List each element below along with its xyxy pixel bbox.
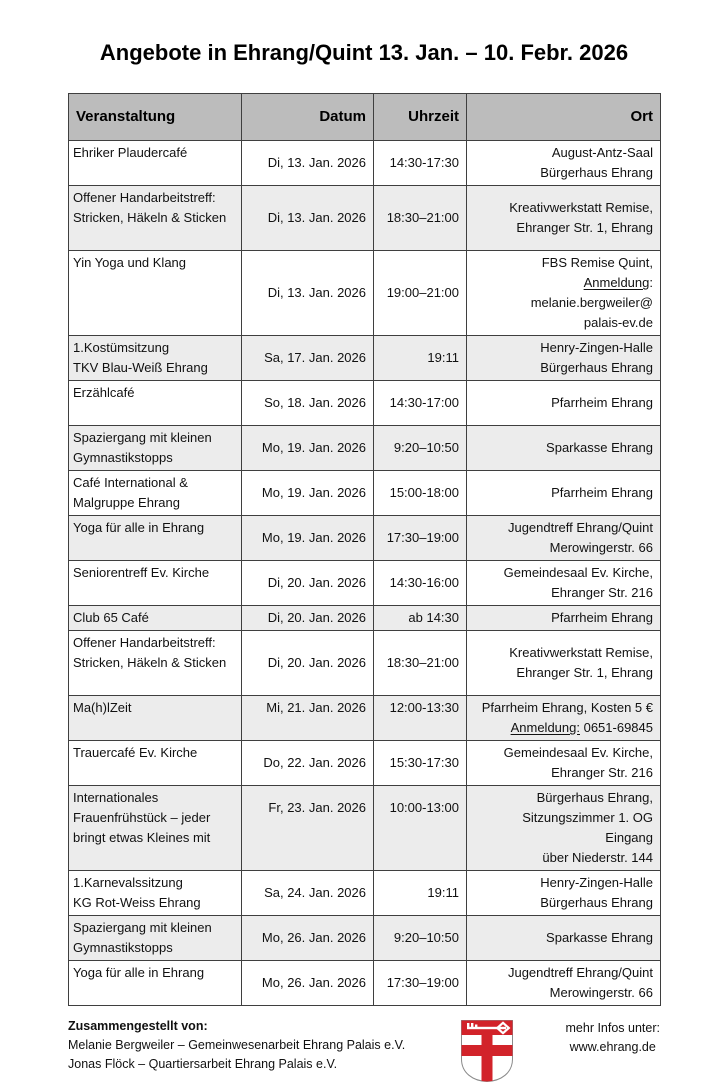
text-line: Stricken, Häkeln & Sticken (73, 655, 227, 670)
text-line: Internationales (73, 790, 159, 805)
event-time-cell (374, 871, 467, 916)
event-time-cell (374, 336, 467, 381)
text-line: 14:30-16:00 (389, 575, 459, 590)
text-line: Ma(h)lZeit (73, 700, 132, 715)
text-line: Gemeindesaal Ev. Kirche, (503, 745, 653, 760)
text-line: 9:20–10:50 (393, 440, 459, 455)
text-line: Anmeldung: 0651-69845 (510, 720, 653, 735)
text-line: So, 18. Jan. 2026 (264, 395, 366, 410)
event-date-cell (242, 141, 374, 186)
event-event-cell (69, 961, 242, 1006)
website-url: www.ehrang.de (569, 1040, 656, 1054)
table-row (69, 426, 661, 471)
text-line: Sitzungszimmer 1. OG Eingang (522, 810, 653, 845)
text-line: Di, 13. Jan. 2026 (267, 210, 366, 225)
event-location-cell (467, 426, 661, 471)
text-line: Merowingerstr. 66 (549, 985, 653, 1000)
column-header-uhrzeit: Uhrzeit (374, 94, 467, 141)
event-date-cell (242, 426, 374, 471)
text-line: Frauenfrühstück – jeder (73, 810, 211, 825)
event-time-cell (374, 381, 467, 426)
text-line: Mo, 19. Jan. 2026 (261, 485, 366, 500)
text-line: Yoga für alle in Ehrang (73, 520, 205, 535)
event-location-cell (467, 606, 661, 631)
text-line: bringt etwas Kleines mit (73, 830, 211, 845)
text-line: 10:00-13:00 (389, 800, 459, 815)
event-event-cell (69, 251, 242, 336)
text-line: 14:30-17:00 (389, 395, 459, 410)
event-location-cell (467, 871, 661, 916)
credits-line-2: Jonas Flöck – Quartiersarbeit Ehrang Palais e.V. (68, 1057, 338, 1071)
event-time-cell (374, 516, 467, 561)
text-line: Sa, 24. Jan. 2026 (264, 885, 366, 900)
text-line: Henry-Zingen-Halle (540, 875, 653, 890)
event-location-cell (467, 336, 661, 381)
event-location-cell (467, 961, 661, 1006)
text-line: Bürgerhaus Ehrang (540, 895, 653, 910)
text-line: August-Antz-Saal (551, 145, 653, 160)
text-line: 15:30-17:30 (389, 755, 459, 770)
event-date-cell (242, 516, 374, 561)
text-line (378, 818, 459, 838)
table-row (69, 381, 661, 426)
event-time-cell (374, 631, 467, 696)
text-line: KG Rot-Weiss Ehrang (73, 895, 201, 910)
text-line (73, 403, 239, 423)
table-header-row (69, 94, 661, 141)
text-line: Ehranger Str. 216 (551, 585, 653, 600)
text-line: Ehranger Str. 1, Ehrang (516, 220, 653, 235)
event-time-cell (374, 741, 467, 786)
text-line: Merowingerstr. 66 (549, 540, 653, 555)
table-row (69, 741, 661, 786)
ehrang-coat-of-arms-icon (460, 1017, 516, 1088)
event-time-cell (374, 471, 467, 516)
event-time-cell (374, 251, 467, 336)
event-event-cell (69, 631, 242, 696)
text-line: 9:20–10:50 (393, 930, 459, 945)
text-line: 12:00-13:30 (389, 700, 459, 715)
text-line: Di, 20. Jan. 2026 (267, 655, 366, 670)
events-tbody (69, 141, 661, 1006)
text-line: Pfarrheim Ehrang (551, 610, 653, 625)
table-row (69, 696, 661, 741)
event-event-cell (69, 561, 242, 606)
text-line: Jugendtreff Ehrang/Quint (507, 965, 653, 980)
page-title: Angebote in Ehrang/Quint 13. Jan. – 10. Febr. 2026 (99, 40, 629, 65)
event-date-cell (242, 871, 374, 916)
event-event-cell (69, 916, 242, 961)
table-row (69, 961, 661, 1006)
event-time-cell (374, 561, 467, 606)
text-line: Ehriker Plaudercafé (73, 145, 188, 160)
event-location-cell (467, 381, 661, 426)
event-date-cell (242, 631, 374, 696)
event-date-cell (242, 381, 374, 426)
event-event-cell (69, 871, 242, 916)
text-line: palais-ev.de (583, 315, 653, 330)
event-location-cell (467, 561, 661, 606)
event-date-cell (242, 606, 374, 631)
text-line: 1.Karnevalssitzung (73, 875, 183, 890)
event-date-cell (242, 786, 374, 871)
event-date-cell (242, 916, 374, 961)
text-line (378, 838, 459, 858)
text-line: Di, 13. Jan. 2026 (267, 285, 366, 300)
text-line: Malgruppe Ehrang (73, 495, 180, 510)
text-line: FBS Remise Quint, Anmeldung: (541, 255, 653, 290)
text-line: Henry-Zingen-Halle (540, 340, 653, 355)
event-location-cell (467, 786, 661, 871)
text-line (378, 718, 459, 738)
event-date-cell (242, 561, 374, 606)
more-info-block (566, 1017, 661, 1057)
text-line: Kreativwerkstatt Remise, (509, 645, 653, 660)
event-location-cell (467, 741, 661, 786)
text-line: Spaziergang mit kleinen (73, 920, 212, 935)
table-row (69, 516, 661, 561)
event-location-cell (467, 696, 661, 741)
text-line: Pfarrheim Ehrang, Kosten 5 € (481, 700, 653, 715)
text-line: Bürgerhaus Ehrang (540, 360, 653, 375)
text-line: Fr, 23. Jan. 2026 (268, 800, 366, 815)
text-line: Trauercafé Ev. Kirche (73, 745, 198, 760)
event-time-cell (374, 186, 467, 251)
event-date-cell (242, 251, 374, 336)
text-line: Mi, 21. Jan. 2026 (266, 700, 366, 715)
text-line (73, 228, 239, 248)
text-line: Jugendtreff Ehrang/Quint (507, 520, 653, 535)
event-event-cell (69, 186, 242, 251)
column-header-ort: Ort (467, 94, 661, 141)
table-row (69, 631, 661, 696)
text-line: Mo, 26. Jan. 2026 (261, 975, 366, 990)
event-event-cell (69, 426, 242, 471)
text-line (246, 838, 366, 858)
text-line: Di, 13. Jan. 2026 (267, 155, 366, 170)
event-date-cell (242, 186, 374, 251)
event-time-cell (374, 696, 467, 741)
text-line: Gymnastikstopps (73, 940, 173, 955)
table-row (69, 336, 661, 381)
table-row (69, 561, 661, 606)
text-line: Club 65 Café (73, 610, 149, 625)
text-line (246, 818, 366, 838)
text-line: Gemeindesaal Ev. Kirche, (503, 565, 653, 580)
text-line: Seniorentreff Ev. Kirche (73, 565, 210, 580)
table-row (69, 606, 661, 631)
text-line: Di, 20. Jan. 2026 (267, 610, 366, 625)
event-event-cell (69, 516, 242, 561)
event-time-cell (374, 786, 467, 871)
text-line: 1.Kostümsitzung (73, 340, 170, 355)
text-line: Gymnastikstopps (73, 450, 173, 465)
column-header-veranstaltung: Veranstaltung (69, 94, 242, 141)
text-line: Mo, 19. Jan. 2026 (261, 440, 366, 455)
text-line: Yoga für alle in Ehrang (73, 965, 205, 980)
text-line: Offener Handarbeitstreff: (73, 190, 216, 205)
table-row (69, 186, 661, 251)
event-event-cell (69, 696, 242, 741)
event-date-cell (242, 961, 374, 1006)
event-location-cell (467, 141, 661, 186)
credits-line-1: Melanie Bergweiler – Gemeinwesenarbeit Ehrang Palais e.V. (68, 1038, 406, 1052)
event-time-cell (374, 141, 467, 186)
event-time-cell (374, 916, 467, 961)
more-info-label: mehr Infos unter: (565, 1021, 660, 1035)
text-line (73, 673, 239, 693)
table-row (69, 916, 661, 961)
text-line: Mo, 19. Jan. 2026 (261, 530, 366, 545)
text-line: 15:00-18:00 (389, 485, 459, 500)
event-date-cell (242, 696, 374, 741)
event-time-cell (374, 426, 467, 471)
table-row (69, 141, 661, 186)
event-date-cell (242, 336, 374, 381)
event-event-cell (69, 741, 242, 786)
text-line: Bürgerhaus Ehrang, (536, 790, 653, 805)
table-row (69, 471, 661, 516)
event-location-cell (467, 916, 661, 961)
text-line: Pfarrheim Ehrang (551, 395, 653, 410)
event-time-cell (374, 606, 467, 631)
text-line: Bürgerhaus Ehrang (540, 165, 653, 180)
event-location-cell (467, 471, 661, 516)
text-line: 18:30–21:00 (386, 655, 459, 670)
event-location-cell (467, 631, 661, 696)
text-line: Ehranger Str. 216 (551, 765, 653, 780)
text-line: Offener Handarbeitstreff: (73, 635, 216, 650)
event-location-cell (467, 186, 661, 251)
event-location-cell (467, 251, 661, 336)
text-line: ab 14:30 (408, 610, 459, 625)
event-location-cell (467, 516, 661, 561)
text-line: Kreativwerkstatt Remise, (509, 200, 653, 215)
event-date-cell (242, 471, 374, 516)
text-line: Sa, 17. Jan. 2026 (264, 350, 366, 365)
text-line: Sparkasse Ehrang (546, 930, 653, 945)
text-line: Spaziergang mit kleinen (73, 430, 212, 445)
text-line: Erzählcafé (73, 385, 135, 400)
text-line: Café International & (73, 475, 188, 490)
text-line: Di, 20. Jan. 2026 (267, 575, 366, 590)
text-line (246, 718, 366, 738)
text-line: 17:30–19:00 (386, 530, 459, 545)
text-line: TKV Blau-Weiß Ehrang (73, 360, 208, 375)
text-line: 18:30–21:00 (386, 210, 459, 225)
text-line: Sparkasse Ehrang (546, 440, 653, 455)
text-line: 14:30-17:30 (389, 155, 459, 170)
table-row (69, 871, 661, 916)
text-line: Yin Yoga und Klang (73, 255, 187, 270)
event-event-cell (69, 786, 242, 871)
event-date-cell (242, 741, 374, 786)
footer (68, 1017, 660, 1088)
text-line: 17:30–19:00 (386, 975, 459, 990)
event-event-cell (69, 381, 242, 426)
event-event-cell (69, 471, 242, 516)
text-line: Stricken, Häkeln & Sticken (73, 210, 227, 225)
events-table (68, 93, 661, 1006)
credits-heading: Zusammengestellt von: (68, 1019, 208, 1033)
column-header-datum: Datum (242, 94, 374, 141)
event-event-cell (69, 141, 242, 186)
text-line: 19:00–21:00 (386, 285, 459, 300)
event-event-cell (69, 606, 242, 631)
credits-block (68, 1017, 460, 1074)
text-line: Pfarrheim Ehrang (551, 485, 653, 500)
table-row (69, 786, 661, 871)
text-line: über Niederstr. 144 (542, 850, 653, 865)
text-line: Do, 22. Jan. 2026 (263, 755, 366, 770)
event-event-cell (69, 336, 242, 381)
text-line: 19:11 (427, 350, 459, 365)
event-time-cell (374, 961, 467, 1006)
text-line: melanie.bergweiler@ (530, 295, 653, 310)
text-line: Mo, 26. Jan. 2026 (261, 930, 366, 945)
table-row (69, 251, 661, 336)
text-line: 19:11 (427, 885, 459, 900)
text-line: Ehranger Str. 1, Ehrang (516, 665, 653, 680)
